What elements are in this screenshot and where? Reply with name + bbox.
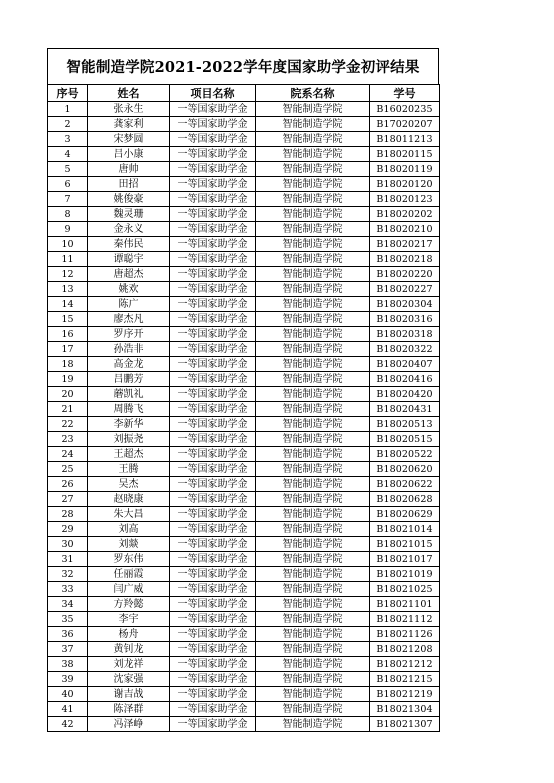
cell-student-id: B18020220 (370, 267, 440, 282)
cell-department: 智能制造学院 (256, 117, 370, 132)
cell-index: 13 (48, 282, 88, 297)
cell-department: 智能制造学院 (256, 507, 370, 522)
cell-name: 姚俊豪 (88, 192, 170, 207)
cell-student-id: B18021307 (370, 717, 440, 732)
cell-department: 智能制造学院 (256, 462, 370, 477)
cell-index: 3 (48, 132, 88, 147)
cell-index: 40 (48, 687, 88, 702)
cell-name: 吕鹏芳 (88, 372, 170, 387)
cell-project: 一等国家助学金 (170, 267, 256, 282)
cell-name: 高金龙 (88, 357, 170, 372)
sheet-title: 智能制造学院2021-2022学年度国家助学金初评结果 (47, 48, 439, 84)
table-row (48, 447, 440, 462)
cell-student-id: B18021208 (370, 642, 440, 657)
cell-name: 李宇 (88, 612, 170, 627)
table-row (48, 417, 440, 432)
cell-department: 智能制造学院 (256, 222, 370, 237)
cell-department: 智能制造学院 (256, 132, 370, 147)
table-row (48, 267, 440, 282)
table-row (48, 237, 440, 252)
cell-project: 一等国家助学金 (170, 552, 256, 567)
cell-name: 罗序开 (88, 327, 170, 342)
cell-project: 一等国家助学金 (170, 357, 256, 372)
cell-index: 11 (48, 252, 88, 267)
cell-project: 一等国家助学金 (170, 102, 256, 117)
table-row (48, 342, 440, 357)
cell-project: 一等国家助学金 (170, 567, 256, 582)
cell-name: 黄钊龙 (88, 642, 170, 657)
cell-project: 一等国家助学金 (170, 147, 256, 162)
cell-department: 智能制造学院 (256, 387, 370, 402)
cell-project: 一等国家助学金 (170, 627, 256, 642)
cell-project: 一等国家助学金 (170, 192, 256, 207)
cell-student-id: B18020227 (370, 282, 440, 297)
cell-student-id: B18020210 (370, 222, 440, 237)
cell-project: 一等国家助学金 (170, 537, 256, 552)
cell-index: 12 (48, 267, 88, 282)
cell-project: 一等国家助学金 (170, 282, 256, 297)
cell-name: 刘龙祥 (88, 657, 170, 672)
cell-project: 一等国家助学金 (170, 162, 256, 177)
cell-department: 智能制造学院 (256, 327, 370, 342)
cell-name: 李新华 (88, 417, 170, 432)
cell-name: 蘑凯礼 (88, 387, 170, 402)
cell-name: 张永生 (88, 102, 170, 117)
cell-name: 刘燚 (88, 537, 170, 552)
results-sheet (47, 48, 439, 732)
cell-index: 16 (48, 327, 88, 342)
cell-index: 26 (48, 477, 88, 492)
cell-department: 智能制造学院 (256, 432, 370, 447)
cell-project: 一等国家助学金 (170, 252, 256, 267)
cell-project: 一等国家助学金 (170, 717, 256, 732)
header-student-id: 学号 (370, 85, 440, 102)
cell-index: 2 (48, 117, 88, 132)
table-row (48, 162, 440, 177)
cell-name: 王超杰 (88, 447, 170, 462)
cell-name: 秦伟民 (88, 237, 170, 252)
cell-index: 36 (48, 627, 88, 642)
cell-project: 一等国家助学金 (170, 612, 256, 627)
cell-name: 方羚懿 (88, 597, 170, 612)
cell-name: 刘高 (88, 522, 170, 537)
header-department: 院系名称 (256, 85, 370, 102)
cell-project: 一等国家助学金 (170, 132, 256, 147)
cell-student-id: B18021304 (370, 702, 440, 717)
cell-department: 智能制造学院 (256, 252, 370, 267)
cell-department: 智能制造学院 (256, 717, 370, 732)
table-row (48, 657, 440, 672)
cell-student-id: B18020622 (370, 477, 440, 492)
cell-student-id: B18021017 (370, 552, 440, 567)
cell-student-id: B18020123 (370, 192, 440, 207)
cell-project: 一等国家助学金 (170, 657, 256, 672)
cell-project: 一等国家助学金 (170, 207, 256, 222)
cell-project: 一等国家助学金 (170, 687, 256, 702)
cell-department: 智能制造学院 (256, 192, 370, 207)
table-row (48, 687, 440, 702)
cell-name: 刘振尧 (88, 432, 170, 447)
cell-project: 一等国家助学金 (170, 582, 256, 597)
cell-student-id: B18020513 (370, 417, 440, 432)
cell-name: 赵晓康 (88, 492, 170, 507)
cell-department: 智能制造学院 (256, 207, 370, 222)
cell-department: 智能制造学院 (256, 687, 370, 702)
table-row (48, 702, 440, 717)
cell-index: 4 (48, 147, 88, 162)
table-row (48, 117, 440, 132)
cell-project: 一等国家助学金 (170, 477, 256, 492)
header-project: 项目名称 (170, 85, 256, 102)
cell-index: 14 (48, 297, 88, 312)
cell-name: 唐超杰 (88, 267, 170, 282)
cell-index: 8 (48, 207, 88, 222)
cell-name: 任丽霞 (88, 567, 170, 582)
table-row (48, 627, 440, 642)
cell-student-id: B18020431 (370, 402, 440, 417)
cell-student-id: B18020202 (370, 207, 440, 222)
cell-department: 智能制造学院 (256, 402, 370, 417)
cell-project: 一等国家助学金 (170, 447, 256, 462)
table-row (48, 432, 440, 447)
results-table (47, 84, 440, 732)
cell-department: 智能制造学院 (256, 567, 370, 582)
table-row (48, 642, 440, 657)
cell-student-id: B18020119 (370, 162, 440, 177)
cell-project: 一等国家助学金 (170, 297, 256, 312)
cell-department: 智能制造学院 (256, 672, 370, 687)
cell-name: 廖杰凡 (88, 312, 170, 327)
cell-name: 朱大昌 (88, 507, 170, 522)
cell-student-id: B18020318 (370, 327, 440, 342)
cell-student-id: B18020522 (370, 447, 440, 462)
cell-student-id: B18020416 (370, 372, 440, 387)
cell-index: 25 (48, 462, 88, 477)
cell-project: 一等国家助学金 (170, 702, 256, 717)
cell-student-id: B18020120 (370, 177, 440, 192)
cell-name: 陈广 (88, 297, 170, 312)
cell-department: 智能制造学院 (256, 312, 370, 327)
cell-name: 谢吉战 (88, 687, 170, 702)
cell-student-id: B18020217 (370, 237, 440, 252)
cell-index: 29 (48, 522, 88, 537)
cell-student-id: B18021212 (370, 657, 440, 672)
table-row (48, 522, 440, 537)
cell-name: 孙浩非 (88, 342, 170, 357)
table-row (48, 552, 440, 567)
cell-department: 智能制造学院 (256, 447, 370, 462)
cell-project: 一等国家助学金 (170, 387, 256, 402)
cell-project: 一等国家助学金 (170, 327, 256, 342)
cell-department: 智能制造学院 (256, 162, 370, 177)
cell-department: 智能制造学院 (256, 237, 370, 252)
table-row (48, 492, 440, 507)
table-row (48, 222, 440, 237)
cell-index: 32 (48, 567, 88, 582)
cell-project: 一等国家助学金 (170, 342, 256, 357)
cell-name: 龚家利 (88, 117, 170, 132)
cell-project: 一等国家助学金 (170, 507, 256, 522)
cell-index: 38 (48, 657, 88, 672)
cell-project: 一等国家助学金 (170, 462, 256, 477)
table-row (48, 102, 440, 117)
cell-department: 智能制造学院 (256, 537, 370, 552)
table-row (48, 537, 440, 552)
cell-student-id: B18020407 (370, 357, 440, 372)
cell-index: 19 (48, 372, 88, 387)
cell-project: 一等国家助学金 (170, 237, 256, 252)
cell-project: 一等国家助学金 (170, 597, 256, 612)
cell-student-id: B18020629 (370, 507, 440, 522)
cell-index: 42 (48, 717, 88, 732)
cell-project: 一等国家助学金 (170, 522, 256, 537)
table-row (48, 387, 440, 402)
table-row (48, 132, 440, 147)
cell-name: 唐帅 (88, 162, 170, 177)
cell-name: 杨舟 (88, 627, 170, 642)
cell-name: 姚欢 (88, 282, 170, 297)
cell-department: 智能制造学院 (256, 342, 370, 357)
table-row (48, 507, 440, 522)
cell-name: 吕小康 (88, 147, 170, 162)
cell-name: 闫广威 (88, 582, 170, 597)
cell-student-id: B18021019 (370, 567, 440, 582)
cell-student-id: B18020316 (370, 312, 440, 327)
cell-student-id: B17020207 (370, 117, 440, 132)
cell-index: 28 (48, 507, 88, 522)
cell-department: 智能制造学院 (256, 357, 370, 372)
table-row (48, 567, 440, 582)
cell-index: 21 (48, 402, 88, 417)
table-row (48, 327, 440, 342)
table-row (48, 192, 440, 207)
cell-index: 33 (48, 582, 88, 597)
table-header-row (48, 85, 440, 102)
cell-student-id: B18020115 (370, 147, 440, 162)
cell-project: 一等国家助学金 (170, 222, 256, 237)
cell-index: 9 (48, 222, 88, 237)
cell-name: 吴杰 (88, 477, 170, 492)
cell-student-id: B18021015 (370, 537, 440, 552)
cell-index: 37 (48, 642, 88, 657)
cell-student-id: B18021215 (370, 672, 440, 687)
cell-department: 智能制造学院 (256, 582, 370, 597)
table-row (48, 372, 440, 387)
cell-index: 1 (48, 102, 88, 117)
cell-department: 智能制造学院 (256, 657, 370, 672)
table-row (48, 312, 440, 327)
cell-department: 智能制造学院 (256, 612, 370, 627)
cell-index: 10 (48, 237, 88, 252)
cell-index: 31 (48, 552, 88, 567)
cell-index: 41 (48, 702, 88, 717)
cell-index: 23 (48, 432, 88, 447)
cell-project: 一等国家助学金 (170, 642, 256, 657)
cell-index: 30 (48, 537, 88, 552)
table-row (48, 402, 440, 417)
cell-index: 24 (48, 447, 88, 462)
cell-student-id: B18021219 (370, 687, 440, 702)
cell-index: 22 (48, 417, 88, 432)
cell-project: 一等国家助学金 (170, 372, 256, 387)
table-row (48, 462, 440, 477)
cell-name: 陈泽群 (88, 702, 170, 717)
header-index: 序号 (48, 85, 88, 102)
cell-index: 6 (48, 177, 88, 192)
cell-department: 智能制造学院 (256, 282, 370, 297)
cell-index: 27 (48, 492, 88, 507)
cell-project: 一等国家助学金 (170, 117, 256, 132)
cell-student-id: B18021025 (370, 582, 440, 597)
cell-student-id: B18021112 (370, 612, 440, 627)
cell-student-id: B18021014 (370, 522, 440, 537)
cell-student-id: B18021126 (370, 627, 440, 642)
cell-name: 谭聪宇 (88, 252, 170, 267)
cell-index: 35 (48, 612, 88, 627)
cell-name: 沈家强 (88, 672, 170, 687)
cell-department: 智能制造学院 (256, 477, 370, 492)
cell-student-id: B18020515 (370, 432, 440, 447)
cell-name: 冯泽峥 (88, 717, 170, 732)
cell-student-id: B18020322 (370, 342, 440, 357)
cell-student-id: B18021101 (370, 597, 440, 612)
cell-department: 智能制造学院 (256, 552, 370, 567)
cell-index: 18 (48, 357, 88, 372)
cell-department: 智能制造学院 (256, 147, 370, 162)
cell-index: 15 (48, 312, 88, 327)
table-row (48, 177, 440, 192)
table-row (48, 597, 440, 612)
cell-name: 田招 (88, 177, 170, 192)
table-row (48, 282, 440, 297)
cell-project: 一等国家助学金 (170, 672, 256, 687)
table-row (48, 477, 440, 492)
cell-name: 金永义 (88, 222, 170, 237)
cell-project: 一等国家助学金 (170, 432, 256, 447)
cell-department: 智能制造学院 (256, 177, 370, 192)
cell-project: 一等国家助学金 (170, 177, 256, 192)
cell-department: 智能制造学院 (256, 642, 370, 657)
cell-student-id: B18020620 (370, 462, 440, 477)
table-row (48, 672, 440, 687)
cell-student-id: B18020628 (370, 492, 440, 507)
table-row (48, 207, 440, 222)
table-body (48, 102, 440, 732)
cell-name: 王腾 (88, 462, 170, 477)
cell-student-id: B18020420 (370, 387, 440, 402)
cell-department: 智能制造学院 (256, 492, 370, 507)
cell-index: 34 (48, 597, 88, 612)
cell-department: 智能制造学院 (256, 102, 370, 117)
cell-department: 智能制造学院 (256, 522, 370, 537)
cell-project: 一等国家助学金 (170, 402, 256, 417)
cell-department: 智能制造学院 (256, 372, 370, 387)
cell-index: 17 (48, 342, 88, 357)
cell-department: 智能制造学院 (256, 627, 370, 642)
cell-index: 7 (48, 192, 88, 207)
table-row (48, 582, 440, 597)
cell-student-id: B18020304 (370, 297, 440, 312)
table-row (48, 297, 440, 312)
cell-name: 宋梦圆 (88, 132, 170, 147)
cell-index: 20 (48, 387, 88, 402)
table-row (48, 357, 440, 372)
cell-department: 智能制造学院 (256, 297, 370, 312)
cell-index: 39 (48, 672, 88, 687)
cell-name: 周腾飞 (88, 402, 170, 417)
cell-student-id: B18020218 (370, 252, 440, 267)
table-row (48, 252, 440, 267)
cell-name: 罗东伟 (88, 552, 170, 567)
cell-department: 智能制造学院 (256, 417, 370, 432)
cell-department: 智能制造学院 (256, 267, 370, 282)
table-row (48, 717, 440, 732)
cell-project: 一等国家助学金 (170, 492, 256, 507)
cell-project: 一等国家助学金 (170, 417, 256, 432)
cell-student-id: B16020235 (370, 102, 440, 117)
cell-department: 智能制造学院 (256, 702, 370, 717)
table-row (48, 147, 440, 162)
cell-project: 一等国家助学金 (170, 312, 256, 327)
header-name: 姓名 (88, 85, 170, 102)
cell-student-id: B18011213 (370, 132, 440, 147)
cell-index: 5 (48, 162, 88, 177)
cell-name: 魏灵珊 (88, 207, 170, 222)
table-row (48, 612, 440, 627)
cell-department: 智能制造学院 (256, 597, 370, 612)
